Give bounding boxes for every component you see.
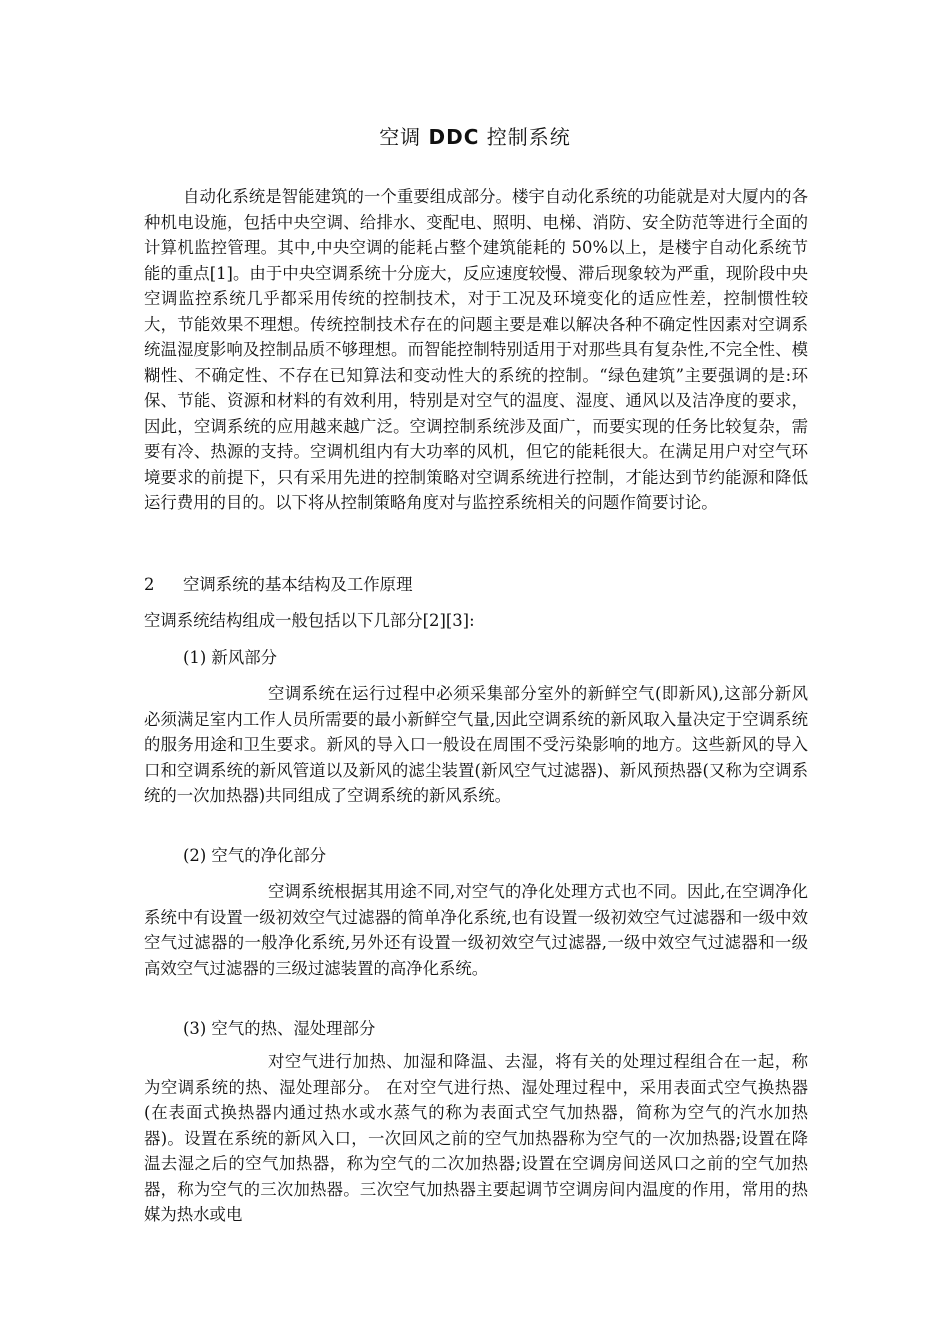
title-prefix: 空调 — [379, 125, 422, 149]
paragraph-fresh-air: 空调系统在运行过程中必须采集部分室外的新鲜空气(即新风),这部分新风必须满足室内工作人员所需要的最小新鲜空气量,因此空调系统的新风取入量决定于空调系统的服务用途和卫生要求。新风的导入口一般设在周围不受污染影响的地方。这些新风的导入口和空调系统的新风管道以及新风的滤尘装置(新风空气过滤器)、新风预热器(又称为空调系统的一次加热器)共同组成了空调系统的新风系统。 — [144, 684, 808, 805]
section-title: 空调系统的基本结构及工作原理 — [183, 575, 413, 594]
paragraph-purification: 空调系统根据其用途不同,对空气的净化处理方式也不同。因此,在空调净化系统中有设置一级初效空气过滤器的简单净化系统,也有设置一级初效空气过滤器和一级中效空气过滤器的一般净化系统,另外还有设置一级初效空气过滤器,一级中效空气过滤器和一级高效空气过滤器的三级过滤装置的高净化系统。 — [144, 882, 808, 978]
subheading-heat-humidity: (3) 空气的热、湿处理部分 — [183, 1019, 376, 1038]
title-bold: DDC — [428, 125, 480, 149]
subheading-fresh-air: (1) 新风部分 — [183, 648, 277, 667]
page-title — [0, 122, 950, 152]
title-suffix: 控制系统 — [486, 125, 571, 149]
paragraph-heat-humidity: 对空气进行加热、加湿和降温、去湿，将有关的处理过程组合在一起，称为空调系统的热、湿处理部分。 在对空气进行热、湿处理过程中，采用表面式空气换热器(在表面式换热器内通过热水或水蒸气的称为表面式空气加热器，简称为空气的汽水加热器)。设置在系统的新风入口，一次回风之前的空气加热器称为空气的一次加热器;设置在降温去湿之后的空气加热器，称为空气的二次加热器;设置在空调房间送风口之前的空气加热器，称为空气的三次加热器。三次空气加热器主要起调节空调房间内温度的作用，常用的热媒为热水或电 — [144, 1052, 808, 1224]
section-number: 2 — [144, 575, 155, 594]
section-heading — [144, 572, 412, 598]
subheading-purification: (2) 空气的净化部分 — [183, 846, 327, 865]
section-intro: 空调系统结构组成一般包括以下几部分[2][3]: — [144, 611, 475, 630]
paragraph-intro: 自动化系统是智能建筑的一个重要组成部分。楼宇自动化系统的功能就是对大厦内的各种机电设施，包括中央空调、给排水、变配电、照明、电梯、消防、安全防范等进行全面的计算机监控管理。其中,中央空调的能耗占整个建筑能耗的 50%以上，是楼宇自动化系统节能的重点[1]。由于中央空调系统十分庞大，反应速度较慢、滞后现象较为严重，现阶段中央空调监控系统几乎都采用传统的控制技术，对于工况及环境变化的适应性差，控制惯性较大，节能效果不理想。传统控制技术存在的问题主要是难以解决各种不确定性因素对空调系统温湿度影响及控制品质不够理想。而智能控制特别适用于对那些具有复杂性,不完全性、模糊性、不确定性、不存在已知算法和变动性大的系统的控制。“绿色建筑”主要强调的是:环保、节能、资源和材料的有效利用，特别是对空气的温度、湿度、通风以及洁净度的要求，因此，空调系统的应用越来越广泛。空调控制系统涉及面广，而要实现的任务比较复杂，需要有冷、热源的支持。空调机组内有大功率的风机，但它的能耗很大。在满足用户对空气环境要求的前提下，只有采用先进的控制策略对空调系统进行控制，才能达到节约能源和降低运行费用的目的。以下将从控制策略角度对与监控系统相关的问题作简要讨论。 — [144, 187, 808, 512]
